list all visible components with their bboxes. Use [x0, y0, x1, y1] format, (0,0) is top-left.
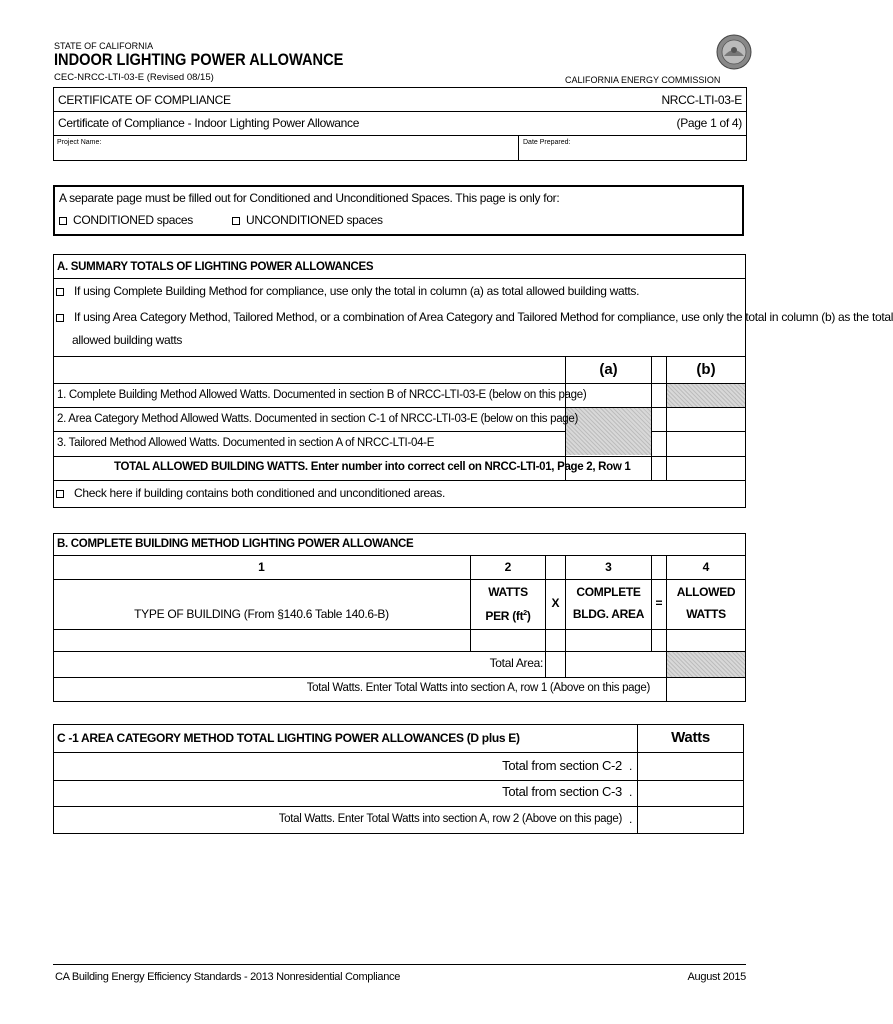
- date-prepared-field[interactable]: [580, 137, 740, 159]
- tailored-watts-b-field[interactable]: [668, 433, 744, 454]
- form-title: INDOOR LIGHTING POWER ALLOWANCE: [54, 50, 344, 69]
- complete-building-checkbox[interactable]: [56, 288, 64, 296]
- c3-dot: .: [629, 785, 633, 799]
- complete-building-watts-a-field[interactable]: [567, 385, 650, 406]
- form-code: NRCC-LTI-03-E: [661, 93, 742, 107]
- date-prepared-label: Date Prepared:: [523, 139, 571, 146]
- california-seal-icon: [716, 34, 752, 70]
- building-area-field[interactable]: [567, 631, 650, 650]
- shaded-cell: [667, 384, 745, 407]
- total-watts-b-label: Total Watts. Enter Total Watts into section A, row 1 (Above on this page): [306, 682, 650, 694]
- column-a-header: (a): [599, 361, 618, 378]
- option1-text: If using Complete Building Method for compliance, use only the total in column (a) as total allowed building watts.: [74, 284, 640, 298]
- unconditioned-checkbox[interactable]: [232, 217, 240, 225]
- section-c1-title: C -1 AREA CATEGORY METHOD TOTAL LIGHTING POWER ALLOWANCES (D plus E): [57, 731, 520, 745]
- type-of-building-header: TYPE OF BUILDING (From §140.6 Table 140.6-B): [134, 607, 389, 621]
- watts-per-header: WATTS: [488, 585, 528, 599]
- shaded-cell: [566, 408, 651, 455]
- total-a-field[interactable]: [567, 458, 650, 479]
- project-name-field[interactable]: [120, 137, 510, 159]
- total-watts-c1-label: Total Watts. Enter Total Watts into section A, row 2 (Above on this page): [278, 813, 622, 825]
- conditioned-checkbox[interactable]: [59, 217, 67, 225]
- c1-total-watts-field[interactable]: [639, 808, 743, 833]
- c2-watts-field[interactable]: [639, 754, 743, 779]
- footer-date: August 2015: [687, 971, 746, 983]
- agency-label: CALIFORNIA ENERGY COMMISSION: [565, 75, 721, 85]
- project-name-label: Project Name:: [57, 139, 102, 146]
- column-b-header: (b): [696, 361, 716, 378]
- total-from-c3-label: Total from section C-3: [502, 784, 622, 799]
- complete-area-header: COMPLETE: [576, 585, 641, 599]
- multiply-symbol: X: [551, 596, 560, 610]
- row-complete-building: 1. Complete Building Method Allowed Watts. Documented in section B of NRCC-LTI-03-E (below on this page): [57, 389, 587, 401]
- area-tailored-checkbox[interactable]: [56, 314, 64, 322]
- total-watts-b-field[interactable]: [668, 679, 744, 701]
- total-from-c2-label: Total from section C-2: [502, 758, 622, 773]
- form-subtitle: Certificate of Compliance - Indoor Lighting Power Allowance: [58, 116, 360, 130]
- section-a-title: A. SUMMARY TOTALS OF LIGHTING POWER ALLOWANCES: [57, 261, 374, 273]
- shaded-cell: [667, 652, 745, 677]
- section-a-option1[interactable]: [56, 284, 639, 298]
- allowed-watts-header: ALLOWED: [676, 585, 736, 599]
- row-total-allowed: TOTAL ALLOWED BUILDING WATTS. Enter number into correct cell on NRCC-LTI-01, Page 2, Row 1: [114, 461, 631, 473]
- certificate-label: CERTIFICATE OF COMPLIANCE: [58, 93, 231, 107]
- option2-text-cont: allowed building watts: [72, 333, 183, 347]
- allowed-watts-field[interactable]: [668, 631, 744, 650]
- form-revision: CEC-NRCC-LTI-03-E (Revised 08/15): [54, 72, 214, 83]
- space-type-intro: A separate page must be filled out for Conditioned and Unconditioned Spaces. This page is only for:: [59, 191, 560, 205]
- c3-watts-field[interactable]: [639, 782, 743, 805]
- row-tailored: 3. Tailored Method Allowed Watts. Documented in section A of NRCC-LTI-04-E: [57, 437, 435, 449]
- both-areas-text: Check here if building contains both conditioned and unconditioned areas.: [74, 486, 446, 500]
- c1-total-dot: .: [629, 812, 633, 826]
- watts-per-sqft-field[interactable]: [472, 631, 544, 650]
- page-number: (Page 1 of 4): [676, 116, 742, 130]
- conditioned-label: CONDITIONED spaces: [73, 213, 193, 227]
- building-type-field[interactable]: [55, 631, 468, 650]
- option2-text: If using Area Category Method, Tailored Method, or a combination of Area Category and Tailored Method for compliance, use only the total in column (b) as the total: [74, 310, 893, 324]
- col3-header: 3: [605, 560, 612, 574]
- col2-header: 2: [504, 560, 512, 574]
- both-areas-checkbox[interactable]: [56, 490, 64, 498]
- row-area-category: 2. Area Category Method Allowed Watts. Documented in section C-1 of NRCC-LTI-03-E (below on this page): [57, 413, 579, 425]
- conditioned-option[interactable]: [59, 213, 193, 227]
- both-areas-option[interactable]: [56, 486, 445, 500]
- watts-column-header: Watts: [671, 729, 710, 746]
- footer-standards: CA Building Energy Efficiency Standards - 2013 Nonresidential Compliance: [55, 971, 401, 983]
- c2-dot: .: [629, 759, 633, 773]
- section-b-title: B. COMPLETE BUILDING METHOD LIGHTING POWER ALLOWANCE: [57, 538, 414, 550]
- allowed-watts-header-2: WATTS: [686, 607, 726, 621]
- total-area-label: Total Area:: [489, 656, 543, 670]
- total-area-field[interactable]: [567, 653, 650, 676]
- equals-symbol: =: [655, 596, 663, 610]
- watts-per-unit: PER $(ft^2)$: [485, 609, 531, 623]
- col1-header: 1: [258, 560, 265, 574]
- state-label: STATE OF CALIFORNIA: [54, 41, 154, 51]
- unconditioned-option[interactable]: [232, 213, 383, 227]
- complete-area-header-2: BLDG. AREA: [572, 607, 645, 621]
- col4-header: 4: [702, 560, 710, 574]
- area-category-watts-b-field[interactable]: [668, 409, 744, 430]
- total-b-field[interactable]: [668, 458, 744, 479]
- section-a-option2[interactable]: [56, 310, 893, 324]
- unconditioned-label: UNCONDITIONED spaces: [246, 213, 383, 227]
